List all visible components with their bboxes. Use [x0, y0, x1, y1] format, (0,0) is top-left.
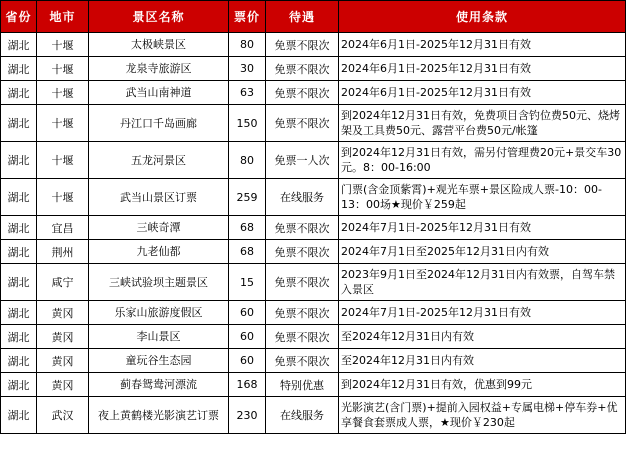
city-cell: 武汉 [37, 397, 89, 434]
header-city: 地市 [37, 1, 89, 33]
treatment-cell: 免票不限次 [266, 105, 339, 142]
price-cell: 259 [229, 179, 266, 216]
table-row [1, 373, 626, 397]
city-cell: 荆州 [37, 240, 89, 264]
terms-cell: 光影演艺(含门票)+提前入园权益+专属电梯+停车券+优享餐食套票成人票，★现价￥230起 [339, 397, 626, 434]
treatment-cell: 免票不限次 [266, 81, 339, 105]
price-cell: 168 [229, 373, 266, 397]
price-cell: 60 [229, 301, 266, 325]
price-cell: 15 [229, 264, 266, 301]
scenic-name-cell: 李山景区 [89, 325, 229, 349]
table-row [1, 325, 626, 349]
price-cell: 68 [229, 216, 266, 240]
treatment-cell: 在线服务 [266, 397, 339, 434]
scenic-name-cell: 三峡奇潭 [89, 216, 229, 240]
header-terms: 使用条款 [339, 1, 626, 33]
price-cell: 30 [229, 57, 266, 81]
province-cell: 湖北 [1, 57, 37, 81]
province-cell: 湖北 [1, 240, 37, 264]
city-cell: 黄冈 [37, 325, 89, 349]
city-cell: 黄冈 [37, 373, 89, 397]
scenic-name-cell: 九老仙都 [89, 240, 229, 264]
scenic-name-cell: 五龙河景区 [89, 142, 229, 179]
city-cell: 黄冈 [37, 301, 89, 325]
treatment-cell: 免票不限次 [266, 325, 339, 349]
scenic-name-cell: 夜上黄鹤楼光影演艺订票 [89, 397, 229, 434]
scenic-name-cell: 武当山南神道 [89, 81, 229, 105]
table-row [1, 105, 626, 142]
city-cell: 咸宁 [37, 264, 89, 301]
terms-cell: 到2024年12月31日有效，免费项目含钓位费50元、烧烤架及工具费50元、露营平台费50元/帐篷 [339, 105, 626, 142]
province-cell: 湖北 [1, 301, 37, 325]
terms-cell: 2024年7月1日至2025年12月31日内有效 [339, 240, 626, 264]
city-cell: 十堰 [37, 57, 89, 81]
treatment-cell: 特别优惠 [266, 373, 339, 397]
terms-cell: 2024年6月1日-2025年12月31日有效 [339, 33, 626, 57]
province-cell: 湖北 [1, 105, 37, 142]
terms-cell: 到2024年12月31日有效，优惠到99元 [339, 373, 626, 397]
terms-cell: 门票(含金顶紫霄)+观光车票+景区险成人票-10：00-13：00场★现价￥259起 [339, 179, 626, 216]
terms-cell: 2024年6月1日-2025年12月31日有效 [339, 81, 626, 105]
province-cell: 湖北 [1, 33, 37, 57]
price-cell: 80 [229, 33, 266, 57]
scenic-name-cell: 太极峡景区 [89, 33, 229, 57]
terms-cell: 2023年9月1日至2024年12月31日内有效票，自驾车禁入景区 [339, 264, 626, 301]
province-cell: 湖北 [1, 349, 37, 373]
scenic-name-cell: 三峡试验坝主题景区 [89, 264, 229, 301]
price-cell: 60 [229, 349, 266, 373]
table-row [1, 142, 626, 179]
treatment-cell: 免票不限次 [266, 57, 339, 81]
table-row [1, 301, 626, 325]
treatment-cell: 免票不限次 [266, 216, 339, 240]
header-price: 票价 [229, 1, 266, 33]
province-cell: 湖北 [1, 179, 37, 216]
scenic-name-cell: 丹江口千岛画廊 [89, 105, 229, 142]
table-row [1, 397, 626, 434]
price-cell: 230 [229, 397, 266, 434]
province-cell: 湖北 [1, 373, 37, 397]
scenic-name-cell: 童玩谷生态园 [89, 349, 229, 373]
treatment-cell: 免票不限次 [266, 301, 339, 325]
price-cell: 63 [229, 81, 266, 105]
price-cell: 80 [229, 142, 266, 179]
table-row [1, 81, 626, 105]
province-cell: 湖北 [1, 264, 37, 301]
city-cell: 十堰 [37, 142, 89, 179]
header-province: 省份 [1, 1, 37, 33]
city-cell: 宜昌 [37, 216, 89, 240]
scenic-name-cell: 乐家山旅游度假区 [89, 301, 229, 325]
province-cell: 湖北 [1, 142, 37, 179]
city-cell: 十堰 [37, 179, 89, 216]
scenic-name-cell: 武当山景区订票 [89, 179, 229, 216]
treatment-cell: 免票一人次 [266, 142, 339, 179]
table-row [1, 216, 626, 240]
scenic-name-cell: 龙泉寺旅游区 [89, 57, 229, 81]
table-row [1, 240, 626, 264]
terms-cell: 到2024年12月31日有效，需另付管理费20元+景交车30元。8：00-16:00 [339, 142, 626, 179]
province-cell: 湖北 [1, 81, 37, 105]
treatment-cell: 免票不限次 [266, 33, 339, 57]
table-row [1, 57, 626, 81]
terms-cell: 至2024年12月31日内有效 [339, 325, 626, 349]
city-cell: 十堰 [37, 105, 89, 142]
treatment-cell: 免票不限次 [266, 264, 339, 301]
terms-cell: 至2024年12月31日内有效 [339, 349, 626, 373]
terms-cell: 2024年7月1日-2025年12月31日有效 [339, 301, 626, 325]
treatment-cell: 免票不限次 [266, 349, 339, 373]
table-row [1, 33, 626, 57]
city-cell: 黄冈 [37, 349, 89, 373]
province-cell: 湖北 [1, 325, 37, 349]
table-row [1, 179, 626, 216]
scenic-name-cell: 蓟春鸳鸯河漂流 [89, 373, 229, 397]
city-cell: 十堰 [37, 81, 89, 105]
header-row [1, 1, 626, 33]
price-cell: 68 [229, 240, 266, 264]
province-cell: 湖北 [1, 397, 37, 434]
price-cell: 150 [229, 105, 266, 142]
terms-cell: 2024年7月1日-2025年12月31日有效 [339, 216, 626, 240]
terms-cell: 2024年6月1日-2025年12月31日有效 [339, 57, 626, 81]
province-cell: 湖北 [1, 216, 37, 240]
header-treatment: 待遇 [266, 1, 339, 33]
city-cell: 十堰 [37, 33, 89, 57]
treatment-cell: 免票不限次 [266, 240, 339, 264]
table-row [1, 264, 626, 301]
header-scenic-name: 景区名称 [89, 1, 229, 33]
price-cell: 60 [229, 325, 266, 349]
table-row [1, 349, 626, 373]
treatment-cell: 在线服务 [266, 179, 339, 216]
